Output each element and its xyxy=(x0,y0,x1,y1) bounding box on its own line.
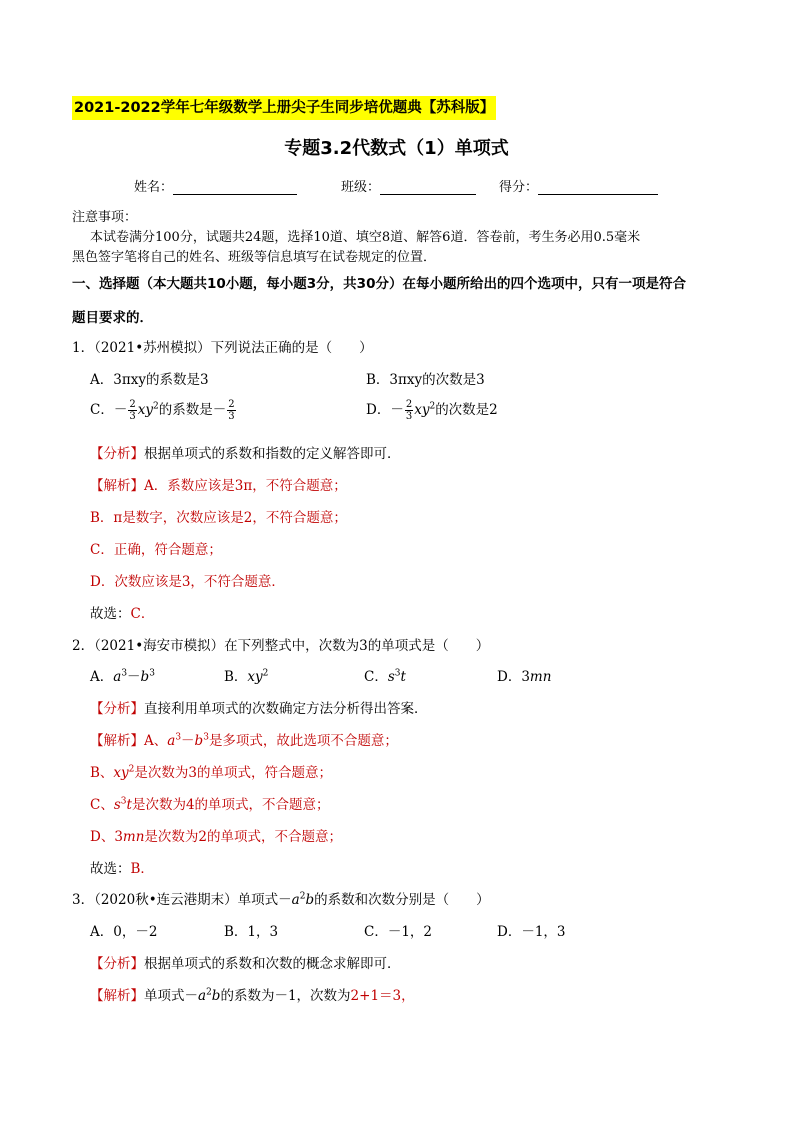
q3-solution: 【解析】单项式$-a^2b$的系数为－1，次数为2+1＝3， xyxy=(90,987,415,1004)
score-label: 得分： xyxy=(499,180,539,195)
q3-stem: 3．（2020秋•连云港期末）单项式$-a^2b$的系数和次数分别是（ ） xyxy=(72,891,490,908)
q1-solution-3: C．正确，符合题意； xyxy=(90,542,222,558)
score-field[interactable] xyxy=(499,176,658,195)
section-heading-line-1: 一、选择题（本大题共10小题，每小题3分，共30分）在每小题所给出的四个选项中，只有一项是符合 xyxy=(72,276,686,292)
class-field[interactable] xyxy=(341,176,476,195)
q2-option-b: B．$xy^2$ xyxy=(224,668,269,685)
q3-option-d: D．－1，3 xyxy=(497,924,566,940)
q3-option-b: B．1，3 xyxy=(224,924,279,940)
q1-option-c: C．－ $\frac{2}{3}$ $xy^2$的系数是－ $\frac{2}{3}$ xyxy=(90,399,235,422)
name-blank[interactable] xyxy=(173,180,297,195)
section-heading-line-2: 题目要求的． xyxy=(72,310,153,326)
fraction: $\frac{2}{3}$ xyxy=(228,399,235,422)
q2-solution-3: C、$s^3t$是次数为4的单项式，不合题意； xyxy=(90,796,330,813)
q1-answer: 故选：C． xyxy=(90,606,155,622)
notice-line-1: 本试卷满分100分，试题共24题，选择10道、填空8道、解答6道．答卷前，考生务必用0.5毫米 xyxy=(90,230,641,245)
q2-stem: 2．（2021•海安市模拟）在下列整式中，次数为3的单项式是（ ） xyxy=(72,638,490,654)
notice-line-2: 黑色签字笔将自己的姓名、班级等信息填写在试卷规定的位置． xyxy=(72,250,437,265)
q2-analysis: 【分析】直接利用单项式的次数确定方法分析得出答案． xyxy=(90,701,428,717)
q2-solution-1: 【解析】A、$a^3-b^3$是多项式，故此选项不合题意； xyxy=(90,732,398,749)
q1-solution-2: B．π是数字，次数应该是2，不符合题意； xyxy=(90,510,347,526)
q3-option-c: C．－1，2 xyxy=(364,924,433,940)
name-label: 姓名： xyxy=(134,180,174,195)
q1-option-d: D．－ $\frac{2}{3}$ $xy^2$的次数是2 xyxy=(366,399,498,422)
q3-option-a: A．0，－2 xyxy=(90,924,158,940)
q1-stem: 1．（2021•苏州模拟）下列说法正确的是（ ） xyxy=(72,340,373,356)
fraction: $\frac{2}{3}$ xyxy=(405,399,413,422)
q1-option-b: B．3πxy的次数是3 xyxy=(366,372,485,388)
class-label: 班级： xyxy=(341,180,381,195)
q2-option-d: D．3mn xyxy=(497,669,552,685)
q2-option-c: C．$s^3t$ xyxy=(364,668,406,685)
fraction: $\frac{2}{3}$ xyxy=(129,399,136,422)
name-field[interactable] xyxy=(134,176,297,195)
notice-title: 注意事项： xyxy=(72,210,138,225)
q1-analysis: 【分析】根据单项式的系数和指数的定义解答即可． xyxy=(90,446,401,462)
q1-solution-1: 【解析】A．系数应该是3π，不符合题意； xyxy=(90,478,347,494)
q2-solution-4: D、3mn是次数为2的单项式，不合题意； xyxy=(90,829,343,845)
q1-option-a: A．3πxy的系数是3 xyxy=(90,372,209,388)
class-blank[interactable] xyxy=(380,180,476,195)
q2-solution-2: B、$xy^2$是次数为3的单项式，符合题意； xyxy=(90,764,332,781)
q1-solution-4: D．次数应该是3，不符合题意． xyxy=(90,574,285,590)
document-title: 专题3.2代数式（1）单项式 xyxy=(284,138,509,159)
q2-answer: 故选：B． xyxy=(90,861,154,877)
series-title: 2021-2022学年七年级数学上册尖子生同步培优题典【苏科版】 xyxy=(72,96,496,120)
score-blank[interactable] xyxy=(538,180,658,195)
q3-analysis: 【分析】根据单项式的系数和次数的概念求解即可． xyxy=(90,956,401,972)
q2-option-a: A．$a^3-b^3$ xyxy=(90,668,155,685)
